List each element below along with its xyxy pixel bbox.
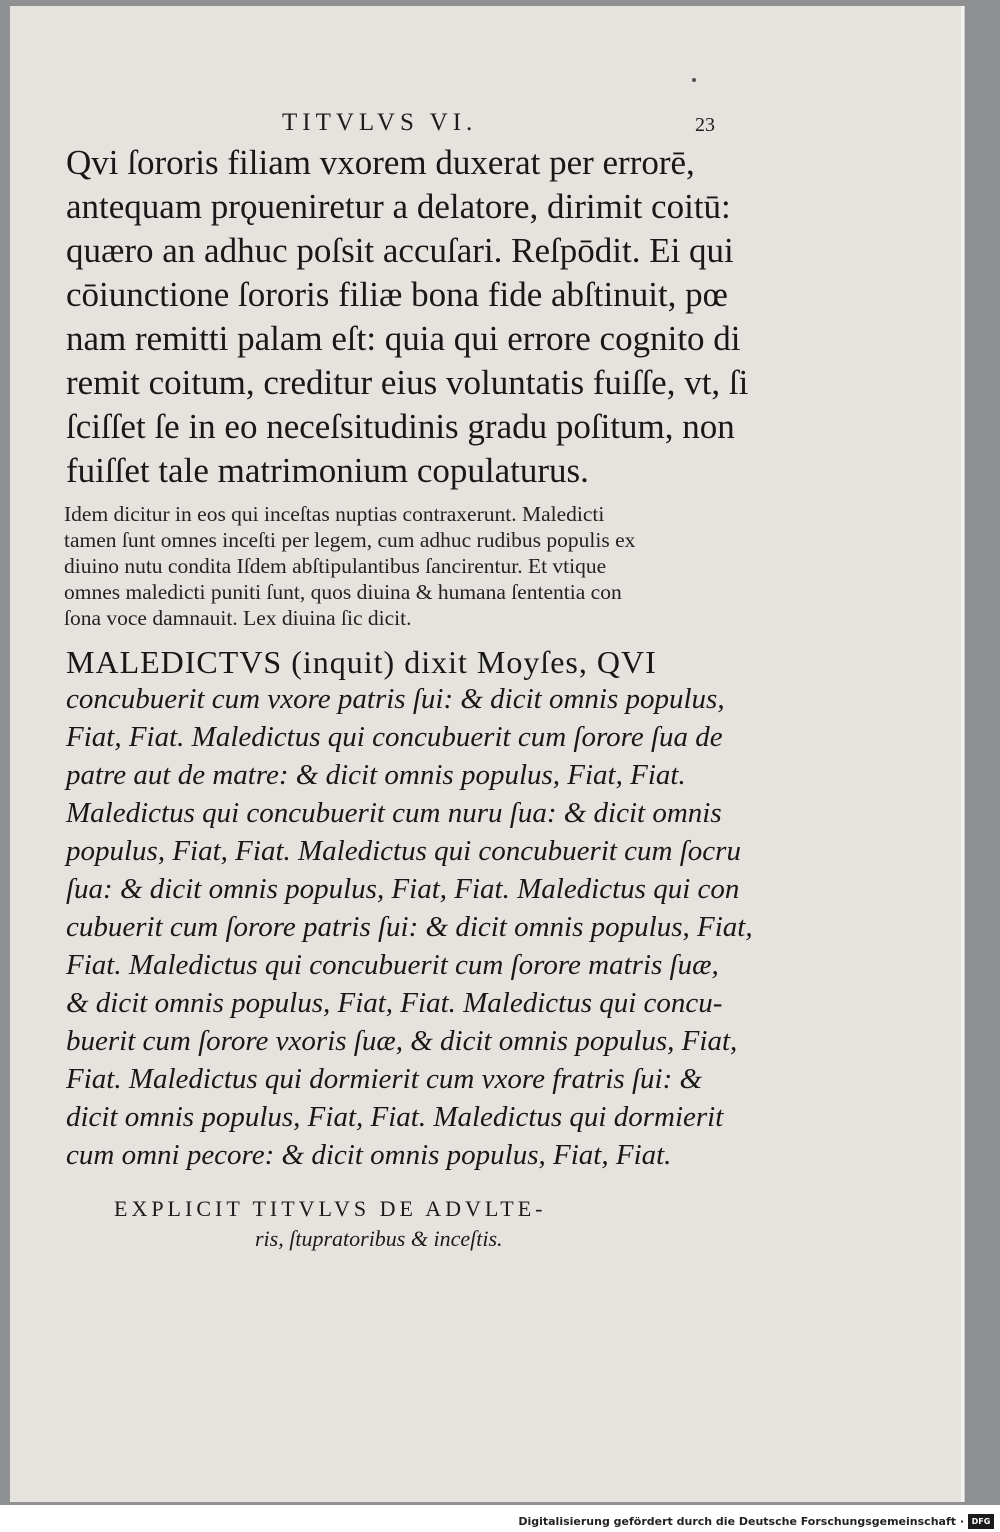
quote-line: Maledictus qui concubuerit cum nuru ſua: & dicit omnis [66,797,722,829]
quote-line: cubuerit cum ſorore patris ſui: & dicit omnis populus, Fiat, [66,911,753,943]
main-line: cōiunctione ſororis filiæ bona fide abſtinuit, pœ [66,275,728,314]
ink-speck [692,78,696,82]
running-head: TITVLVS VI. [282,109,478,136]
quote-line: dicit omnis populus, Fiat, Fiat. Maledictus qui dormierit [66,1101,724,1133]
main-line: quæro an adhuc poſsit accuſari. Reſpōdit. Ei qui [66,231,734,270]
quote-line: populus, Fiat, Fiat. Maledictus qui concubuerit cum ſocru [66,835,741,867]
dfg-logo: DFG [968,1514,994,1529]
main-line: antequam prǫueniretur a delatore, dirimit coitū: [66,187,731,226]
digitization-credit: Digitalisierung gefördert durch die Deutsche Forschungsgemeinschaft · [518,1515,964,1528]
note-line: tamen ſunt omnes inceſti per legem, cum adhuc rudibus populis ex [64,528,636,552]
note-line: omnes maledicti puniti ſunt, quos diuina & humana ſententia con [64,580,622,604]
quote-line: Fiat. Maledictus qui concubuerit cum ſorore matris ſuæ, [66,949,719,981]
quote-line: Fiat. Maledictus qui dormierit cum vxore fratris ſui: & [66,1063,703,1095]
quote-line: Fiat, Fiat. Maledictus qui concubuerit cum ſorore ſua de [66,721,723,753]
quote-line: patre aut de matre: & dicit omnis populus, Fiat, Fiat. [66,759,686,791]
page-number: 23 [695,114,715,136]
quote-line: cum omni pecore: & dicit omnis populus, Fiat, Fiat. [66,1139,672,1171]
quote-line: concubuerit cum vxore patris ſui: & dicit omnis populus, [66,683,725,715]
main-line: fuiſſet tale matrimonium copulaturus. [66,451,589,490]
main-line: nam remitti palam eſt: quia qui errore cognito di [66,319,741,358]
explicit-line: EXPLICIT TITVLVS DE ADVLTE- [114,1196,547,1221]
note-line: ſona voce damnauit. Lex diuina ſic dicit. [64,606,412,630]
main-line: ſciſſet ſe in eo neceſsitudinis gradu poſitum, non [66,407,735,446]
book-page [10,6,964,1502]
quote-line: buerit cum ſorore vxoris ſuæ, & dicit omnis populus, Fiat, [66,1025,738,1057]
main-line: Qvi ſororis filiam vxorem duxerat per errorē, [66,143,695,182]
main-line: remit coitum, creditur eius voluntatis fuiſſe, vt, ſi [66,363,749,402]
quote-line: ſua: & dicit omnis populus, Fiat, Fiat. Maledictus qui con [66,873,740,905]
quote-line: MALEDICTVS (inquit) dixit Moyſes, QVI [66,644,657,680]
note-line: diuino nutu condita Iſdem abſtipulantibus ſancirentur. Et vtique [64,554,607,578]
explicit-line: ris, ſtupratoribus & inceſtis. [255,1226,503,1251]
quote-line: & dicit omnis populus, Fiat, Fiat. Maledictus qui concu- [66,987,723,1019]
note-line: Idem dicitur in eos qui inceſtas nuptias contraxerunt. Maledicti [64,502,605,526]
